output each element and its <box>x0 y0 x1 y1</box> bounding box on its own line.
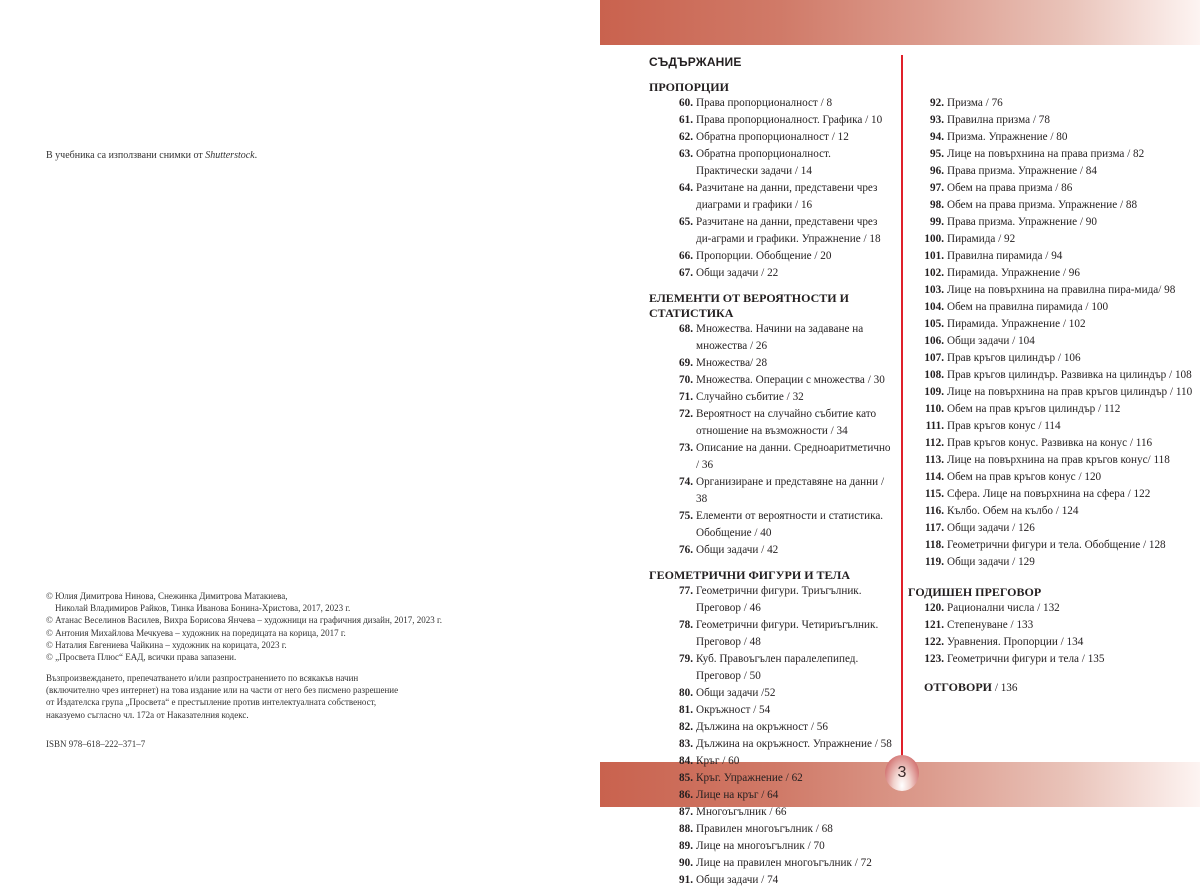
toc-entry-title: Права призма. Упражнение / 84 <box>947 165 1097 177</box>
toc-entry-number: 61. <box>679 114 693 126</box>
toc-entry-number: 82. <box>679 721 693 733</box>
toc-entry[interactable] <box>649 617 897 651</box>
toc-entry-number: 104. <box>924 301 944 313</box>
toc-entry-title: Множества. Начини на задаване на множества / 26 <box>696 323 864 352</box>
toc-entry-title: Описание на данни. Средноаритметично / 36 <box>696 442 891 471</box>
toc-entry[interactable] <box>908 367 1193 384</box>
toc-entry[interactable] <box>649 265 897 282</box>
toc-entry-number: 103. <box>924 284 944 296</box>
toc-entry-title: Уравнения. Пропорции / 134 <box>947 636 1084 648</box>
toc-entry[interactable] <box>649 736 897 753</box>
toc-entry[interactable] <box>649 770 897 787</box>
toc-entry-number: 100. <box>924 233 944 245</box>
toc-entry-title: Дължина на окръжност / 56 <box>696 721 828 733</box>
toc-entry[interactable] <box>649 406 897 440</box>
answers-label: ОТГОВОРИ <box>924 680 993 694</box>
toc-entry[interactable] <box>649 112 897 129</box>
toc-entry-title: Лице на повърхнина на прав кръгов конус/ 118 <box>947 454 1170 466</box>
toc-entry-title: Призма / 76 <box>947 97 1003 109</box>
toc-entry-title: Лице на повърхнина на правилна пира-мида/ 98 <box>947 284 1176 296</box>
toc-entry-number: 102. <box>924 267 944 279</box>
toc-entry-title: Общи задачи / 74 <box>696 874 779 886</box>
toc-entry-title: Права пропорционалност. Графика / 10 <box>696 114 883 126</box>
toc-entry[interactable] <box>908 163 1193 180</box>
toc-entry-title: Геометрични фигури и тела. Обобщение / 128 <box>947 539 1166 551</box>
toc-entry[interactable] <box>649 583 897 617</box>
toc-entry-title: Прав кръгов цилиндър / 106 <box>947 352 1081 364</box>
toc-entry-number: 123. <box>924 653 944 665</box>
toc-entry[interactable] <box>908 520 1193 537</box>
toc-entry-title: Лице на повърхнина на прав кръгов цилиндър / 110 <box>947 386 1193 398</box>
spacer <box>908 80 1193 95</box>
toc-entry[interactable] <box>908 554 1193 571</box>
toc-entry-number: 90. <box>679 857 693 869</box>
toc-entry[interactable] <box>908 282 1193 299</box>
toc-entry-number: 71. <box>679 391 693 403</box>
toc-entry-number: 110. <box>925 403 944 415</box>
toc-entry-number: 108. <box>924 369 944 381</box>
toc-entry[interactable] <box>908 214 1193 231</box>
toc-entry-number: 73. <box>679 442 693 454</box>
toc-entry-number: 78. <box>679 619 693 631</box>
toc-entry-number: 122. <box>924 636 944 648</box>
toc-section-heading: ГОДИШЕН ПРЕГОВОР <box>908 585 1042 599</box>
toc-entry[interactable] <box>649 838 897 855</box>
toc-entry[interactable] <box>649 389 897 406</box>
toc-entry-title: Елементи от вероятности и статистика. Обобщение / 40 <box>696 510 884 539</box>
toc-entry[interactable] <box>908 469 1193 486</box>
toc-entry-number: 111. <box>925 420 944 432</box>
toc-entry-title: Дължина на окръжност. Упражнение / 58 <box>696 738 892 750</box>
toc-entry[interactable] <box>649 248 897 265</box>
toc-entry[interactable] <box>908 418 1193 435</box>
toc-entry-title: Разчитане на данни, представени чрез диаграми и графики / 16 <box>696 182 878 211</box>
toc-entry-number: 80. <box>679 687 693 699</box>
legal-line: (включително чрез интернет) на това издание или на части от него без писмено разрешение <box>46 685 399 696</box>
toc-entry[interactable] <box>908 129 1193 146</box>
toc-entry[interactable] <box>908 651 1193 668</box>
toc-entry-number: 118. <box>925 539 944 551</box>
toc-entry[interactable] <box>908 333 1193 350</box>
page-number: 3 <box>897 764 907 781</box>
toc-entry-title: Обратна пропорционалност / 12 <box>696 131 849 143</box>
toc-entry-number: 75. <box>679 510 693 522</box>
toc-entry-title: Геометрични фигури. Четириъгълник. Преговор / 48 <box>696 619 879 648</box>
toc-entry-title: Права призма. Упражнение / 90 <box>947 216 1097 228</box>
legal-notice <box>46 672 398 721</box>
toc-entry-number: 68. <box>679 323 693 335</box>
toc-entry[interactable] <box>649 474 897 508</box>
toc-entry-title: Общи задачи / 126 <box>947 522 1035 534</box>
toc-entry-number: 66. <box>679 250 693 262</box>
toc-entry-title: Кръг / 60 <box>696 755 740 767</box>
toc-entry-number: 87. <box>679 806 693 818</box>
toc-entry-number: 67. <box>679 267 693 279</box>
toc-entry-title: Лице на правилен многоъгълник / 72 <box>696 857 872 869</box>
toc-entry[interactable] <box>649 821 897 838</box>
toc-entry-number: 96. <box>930 165 944 177</box>
toc-entry-number: 62. <box>679 131 693 143</box>
header-band <box>600 0 1200 45</box>
column-divider <box>901 55 903 757</box>
toc-entry-number: 69. <box>679 357 693 369</box>
toc-entry-number: 112. <box>925 437 944 449</box>
toc-entry[interactable] <box>908 197 1193 214</box>
toc-entry[interactable] <box>649 542 897 559</box>
toc-entry[interactable] <box>649 129 897 146</box>
isbn: ISBN 978–618–222–371–7 <box>46 739 146 749</box>
toc-entry[interactable] <box>649 508 897 542</box>
toc-entry-number: 114. <box>925 471 944 483</box>
toc-entry-number: 77. <box>679 585 693 597</box>
toc-entry-number: 86. <box>679 789 693 801</box>
toc-entry-title: Множества/ 28 <box>696 357 768 369</box>
toc-entry-title: Степенуване / 133 <box>947 619 1034 631</box>
toc-entry[interactable] <box>649 95 897 112</box>
toc-entry[interactable] <box>908 231 1193 248</box>
toc-entry-title: Прав кръгов конус. Развивка на конус / 116 <box>947 437 1153 449</box>
toc-entry-number: 72. <box>679 408 693 420</box>
toc-entry[interactable] <box>908 634 1193 651</box>
toc-entry[interactable] <box>908 265 1193 282</box>
copyright-line: Николай Владимиров Райков, Тинка Иванова Бонина-Христова, 2017, 2023 г. <box>55 603 351 614</box>
toc-entry-number: 74. <box>679 476 693 488</box>
toc-entry-number: 119. <box>925 556 944 568</box>
toc-entry-title: Общи задачи / 104 <box>947 335 1035 347</box>
toc-entry-number: 94. <box>930 131 944 143</box>
toc-entry[interactable] <box>649 685 897 702</box>
toc-entry-title: Сфера. Лице на повърхнина на сфера / 122 <box>947 488 1151 500</box>
toc-entry-number: 79. <box>679 653 693 665</box>
toc-entry-number: 121. <box>924 619 944 631</box>
toc-entry-number: 89. <box>679 840 693 852</box>
toc-answers-entry[interactable] <box>908 679 1193 697</box>
legal-line: от Издателска група „Просвета“ е престъпление против интелектуалната собственост, <box>46 697 377 708</box>
copyright-line: © Атанас Веселинов Василев, Вихра Борисова Янчева – художници на графичния дизайн, 2017, 2023 г. <box>46 615 442 626</box>
toc-entry[interactable] <box>649 753 897 770</box>
toc-entry-number: 84. <box>679 755 693 767</box>
toc-entry-title: Лице на кръг / 64 <box>696 789 779 801</box>
toc-entry-title: Права пропорционалност / 8 <box>696 97 833 109</box>
legal-line: наказуемо съгласно чл. 172а от Наказателния кодекс. <box>46 709 249 720</box>
toc-entry-number: 101. <box>924 250 944 262</box>
toc-entry-title: Обем на правилна пирамида / 100 <box>947 301 1109 313</box>
toc-entry-title: Окръжност / 54 <box>696 704 771 716</box>
toc-entry-title: Многоъгълник / 66 <box>696 806 787 818</box>
toc-entry-title: Пирамида. Упражнение / 96 <box>947 267 1080 279</box>
toc-section-heading: ГЕОМЕТРИЧНИ ФИГУРИ И ТЕЛА <box>649 568 850 582</box>
copyright-line: © Наталия Евгениева Чайкина – художник на корицата, 2023 г. <box>46 639 287 650</box>
toc-entry-number: 63. <box>679 148 693 160</box>
toc-entry-number: 92. <box>930 97 944 109</box>
toc-entry-title: Кръг. Упражнение / 62 <box>696 772 803 784</box>
toc-entry-number: 64. <box>679 182 693 194</box>
toc-entry-title: Вероятност на случайно събитие като отношение на възможности / 34 <box>696 408 877 437</box>
toc-entry[interactable] <box>908 384 1193 401</box>
toc-entry-number: 95. <box>930 148 944 160</box>
toc-entry-number: 83. <box>679 738 693 750</box>
toc-entry[interactable] <box>908 180 1193 197</box>
toc-entry[interactable] <box>649 872 897 889</box>
legal-line: Възпроизвеждането, препечатването и/или разпространението по всякакъв начин <box>46 673 359 683</box>
toc-entry-title: Обем на прав кръгов конус / 120 <box>947 471 1102 483</box>
toc-entry-title: Пирамида. Упражнение / 102 <box>947 318 1086 330</box>
toc-entry[interactable] <box>908 248 1193 265</box>
toc-entry[interactable] <box>908 617 1193 634</box>
toc-entry-number: 106. <box>924 335 944 347</box>
toc-entry-number: 65. <box>679 216 693 228</box>
toc-entry[interactable] <box>908 486 1193 503</box>
toc-entry[interactable] <box>649 180 897 214</box>
toc-entry-title: Разчитане на данни, представени чрез ди-аграми и графики. Упражнение / 18 <box>696 216 881 245</box>
toc-entry[interactable] <box>649 787 897 804</box>
toc-entry[interactable] <box>649 355 897 372</box>
toc-entry-number: 97. <box>930 182 944 194</box>
toc-entry-number: 113. <box>925 454 944 466</box>
toc-entry[interactable] <box>649 440 897 474</box>
toc-entry-number: 91. <box>679 874 693 886</box>
toc-entry[interactable] <box>649 372 897 389</box>
toc-entry[interactable] <box>908 452 1193 469</box>
toc-entry-number: 88. <box>679 823 693 835</box>
toc-right-column <box>908 80 1193 697</box>
toc-section-heading: ПРОПОРЦИИ <box>649 80 729 94</box>
toc-entry-title: Пирамида / 92 <box>947 233 1016 245</box>
toc-entry-number: 107. <box>924 352 944 364</box>
toc-entry-title: Лице на повърхнина на права призма / 82 <box>947 148 1145 160</box>
toc-entry-title: Правилна призма / 78 <box>947 114 1050 126</box>
toc-entry[interactable] <box>908 537 1193 554</box>
toc-entry[interactable] <box>649 719 897 736</box>
toc-entry-number: 85. <box>679 772 693 784</box>
toc-entry-title: Геометрични фигури. Триъгълник. Преговор / 46 <box>696 585 862 614</box>
toc-entry[interactable] <box>649 651 897 685</box>
toc-entry-title: Обем на права призма / 86 <box>947 182 1073 194</box>
toc-entry-number: 116. <box>925 505 944 517</box>
toc-entry-title: Призма. Упражнение / 80 <box>947 131 1068 143</box>
toc-entry-title: Прав кръгов конус / 114 <box>947 420 1061 432</box>
toc-entry-number: 99. <box>930 216 944 228</box>
toc-entry-title: Правилна пирамида / 94 <box>947 250 1063 262</box>
photo-note-end: . <box>254 150 258 161</box>
toc-entry[interactable] <box>908 112 1193 129</box>
toc-title: СЪДЪРЖАНИЕ <box>649 55 742 69</box>
copyright-line: © Антония Михайлова Мечкуева – художник на поредицата на корица, 2017 г. <box>46 627 346 638</box>
toc-entry[interactable] <box>908 299 1193 316</box>
toc-entry-title: Обем на права призма. Упражнение / 88 <box>947 199 1138 211</box>
toc-entry-title: Обратна пропорционалност. Практически задачи / 14 <box>696 148 831 177</box>
toc-entry-number: 60. <box>679 97 693 109</box>
toc-entry-title: Общи задачи / 42 <box>696 544 779 556</box>
toc-left-column <box>649 80 897 889</box>
toc-entry-number: 115. <box>925 488 944 500</box>
toc-entry[interactable] <box>908 350 1193 367</box>
toc-entry-title: Лице на многоъгълник / 70 <box>696 840 825 852</box>
toc-entry[interactable] <box>908 401 1193 418</box>
toc-entry[interactable] <box>908 316 1193 333</box>
toc-entry-title: Общи задачи /52 <box>696 687 776 699</box>
toc-entry-title: Общи задачи / 129 <box>947 556 1035 568</box>
answers-page: / 136 <box>992 682 1018 694</box>
toc-entry-title: Пропорции. Обобщение / 20 <box>696 250 832 262</box>
toc-entry-number: 81. <box>679 704 693 716</box>
toc-entry[interactable] <box>649 146 897 180</box>
toc-entry-title: Прав кръгов цилиндър. Развивка на цилиндър / 108 <box>947 369 1192 381</box>
toc-entry[interactable] <box>908 435 1193 452</box>
toc-section-heading: ЕЛЕМЕНТИ ОТ ВЕРОЯТНОСТИ И СТАТИСТИКА <box>649 291 849 320</box>
toc-entry-title: Организиране и представяне на данни / 38 <box>696 476 885 505</box>
toc-entry-title: Обем на прав кръгов цилиндър / 112 <box>947 403 1121 415</box>
toc-entry[interactable] <box>649 321 897 355</box>
toc-entry-title: Куб. Правоъгълен паралелепипед. Преговор / 50 <box>696 653 859 682</box>
toc-entry-title: Случайно събитие / 32 <box>696 391 804 403</box>
toc-entry-number: 109. <box>924 386 944 398</box>
toc-entry[interactable] <box>649 702 897 719</box>
copyright-block <box>46 590 442 663</box>
toc-entry-number: 98. <box>930 199 944 211</box>
toc-entry-number: 93. <box>930 114 944 126</box>
toc-entry-number: 105. <box>924 318 944 330</box>
toc-entry[interactable] <box>649 214 897 248</box>
copyright-line: © „Просвета Плюс“ ЕАД, всички права запазени. <box>46 652 237 663</box>
photo-source: Shutterstock <box>205 150 255 161</box>
toc-entry-number: 76. <box>679 544 693 556</box>
toc-entry-number: 117. <box>925 522 944 534</box>
copyright-line: © Юлия Димитрова Нинова, Снежинка Димитрова Матакиева, <box>46 591 288 601</box>
photo-credit-note <box>46 150 257 161</box>
toc-entry-title: Правилен многоъгълник / 68 <box>696 823 833 835</box>
toc-entry-number: 70. <box>679 374 693 386</box>
toc-entry[interactable] <box>908 503 1193 520</box>
toc-entry-title: Кълбо. Обем на кълбо / 124 <box>947 505 1079 517</box>
photo-note-text: В учебника са използвани снимки от <box>46 150 203 161</box>
toc-entry[interactable] <box>908 600 1193 617</box>
toc-entry-title: Рационални числа / 132 <box>947 602 1060 614</box>
toc-entry[interactable] <box>908 95 1193 112</box>
toc-entry[interactable] <box>649 855 897 872</box>
toc-entry-title: Общи задачи / 22 <box>696 267 779 279</box>
toc-entry[interactable] <box>908 146 1193 163</box>
toc-entry-title: Геометрични фигури и тела / 135 <box>947 653 1105 665</box>
toc-entry-number: 120. <box>924 602 944 614</box>
toc-entry-title: Множества. Операции с множества / 30 <box>696 374 885 386</box>
